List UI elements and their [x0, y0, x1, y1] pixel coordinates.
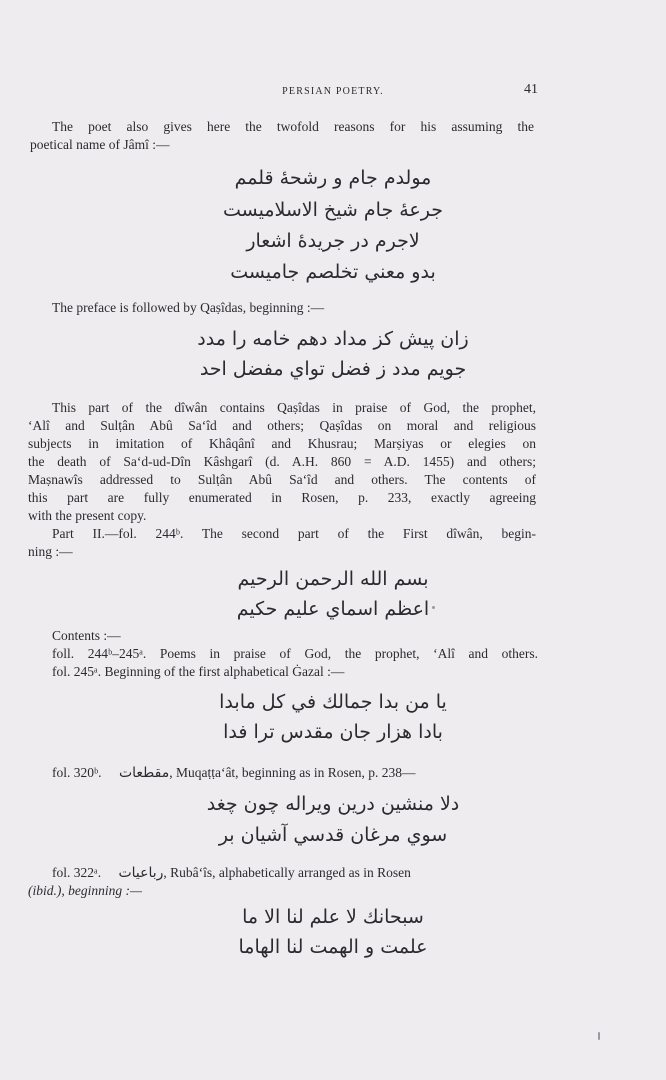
verse-line: بادا هزار جان مقدس ترا فدا: [223, 721, 443, 743]
folio-label: fol. 320ᵇ.: [52, 765, 102, 780]
verse-line: زان پیش کز مداد دهم خامه را مدد: [197, 328, 469, 350]
paragraph-line: with the present copy.: [28, 508, 147, 523]
page-header: [0, 82, 666, 102]
entry-text: , Muqaṭṭaʻât, beginning as in Rosen, p. 238—: [169, 765, 416, 780]
paragraph-line: This part of the dîwân contains Qaṣîdas in praise of God, the prophet,: [52, 400, 536, 415]
verse-line: جرعهٔ جام شیخ الاسلامیست: [223, 199, 443, 221]
contents-label: Contents :—: [52, 628, 121, 643]
verse-line: بسم الله الرحمن الرحیم: [237, 568, 429, 590]
contents-entry: [52, 864, 411, 882]
part-two-line: Part II.—fol. 244ᵇ. The second part of the First dîwân, begin-: [52, 526, 536, 541]
verse-line: دلا منشین درین ویراله چون چغد: [206, 793, 460, 815]
verse-line: یا من بدا جمالك في كل مابدا: [219, 691, 447, 713]
contents-entry: [52, 764, 416, 782]
preface-line: The preface is followed by Qaṣîdas, beginning :—: [52, 300, 325, 315]
intro-line-2: poetical name of Jâmî :—: [30, 137, 170, 152]
part-two-line: ning :—: [28, 544, 73, 559]
paragraph-line: this part are fully enumerated in Rosen, p. 233, exactly agreeing: [28, 490, 536, 505]
paragraph-line: the death of Saʻd-ud-Dîn Kâshgarî (d. A.H. 860 = A.D. 1455) and others;: [28, 454, 536, 469]
arabic-term: رباعیات: [118, 865, 164, 881]
running-title: PERSIAN POETRY.: [282, 86, 384, 97]
arabic-term: مقطعات: [118, 765, 170, 781]
verse-line: جویم مدد ز فضل تواي مفضل احد: [199, 358, 467, 380]
verse-line: لاجرم در جریدهٔ اشعار: [246, 230, 420, 252]
page-number: 41: [524, 82, 538, 97]
ibid-line: (ibid.), beginning :—: [28, 883, 142, 898]
ink-speck: [432, 606, 435, 609]
paragraph-line: ʻAlî and Sulṭân Abû Saʻîd and others; Qaṣîdas on moral and religious: [28, 418, 536, 433]
paragraph-line: Maṣnawîs addressed to Sulṭân Abû Saʻîd and others. The contents of: [28, 472, 536, 487]
verse-line: علمت و الهمت لنا الهاما: [238, 936, 428, 958]
verse-line: اعظم اسماي علیم حکیم: [236, 598, 430, 620]
paragraph-line: subjects in imitation of Khâqânî and Khusrau; Marṣiyas or elegies on: [28, 436, 536, 451]
intro-line-1: The poet also gives here the twofold reasons for his assuming the: [52, 119, 534, 134]
verse-line: سوي مرغان قدسي آشیان بر: [218, 824, 448, 846]
contents-entry: fol. 245ᵃ. Beginning of the first alphabetical Ġazal :—: [52, 664, 345, 679]
paper-mark: [598, 1032, 600, 1040]
folio-label: fol. 322ᵃ.: [52, 865, 102, 880]
verse-line: سبحانك لا علم لنا الا ما: [242, 906, 424, 928]
verse-line: مولدم جام و رشحهٔ قلمم: [234, 167, 432, 189]
entry-text: , Rubâʻîs, alphabetically arranged as in Rosen: [163, 865, 411, 880]
contents-entry: foll. 244ᵇ–245ᵃ. Poems in praise of God, the prophet, ʻAlî and others.: [52, 646, 538, 661]
verse-line: بدو معني تخلصم جامیست: [230, 261, 436, 283]
